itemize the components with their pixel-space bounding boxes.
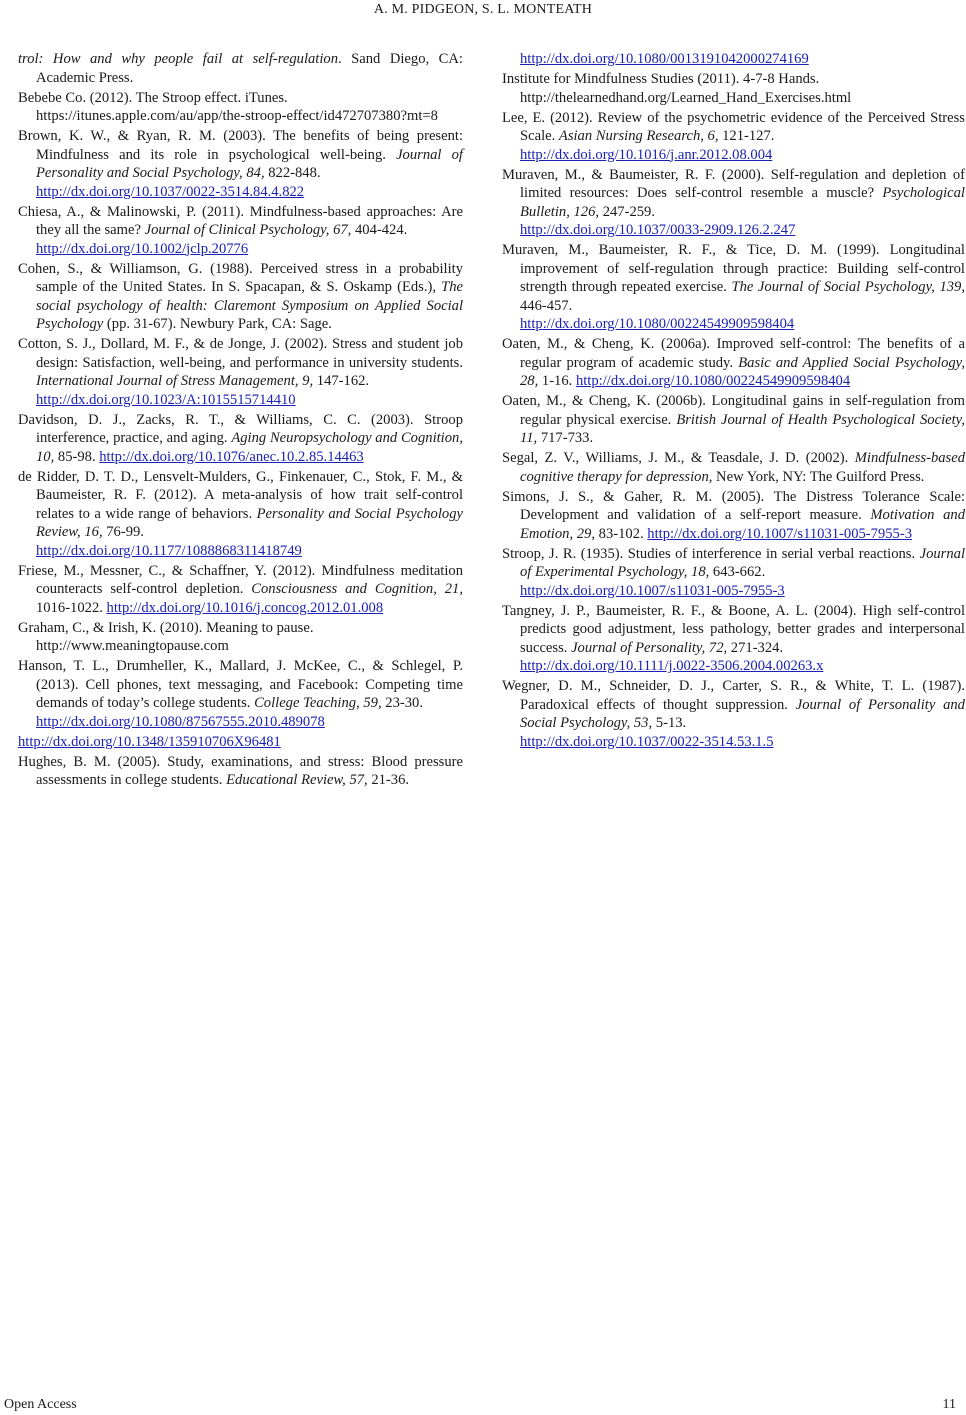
doi-link[interactable]: http://dx.doi.org/10.1080/00224549909598404 [575, 373, 851, 389]
publication-title: Mindfulness-based cognitive therapy for depression [520, 450, 965, 485]
doi-link[interactable]: http://dx.doi.org/10.1023/A:1015515714410 [36, 391, 296, 408]
reference-text: 5-13. [652, 715, 687, 731]
reference-text: (pp. 31-67). Newbury Park, CA: Sage. [103, 316, 332, 332]
reference-text: 271-324. [727, 639, 784, 656]
reference-entry [18, 657, 463, 731]
publication-title: Aging Neuropsychology and Cognition, 10, [36, 430, 463, 465]
publication-title: The Journal of Social Psychology, 139, [731, 279, 965, 295]
reference-entry [18, 203, 463, 259]
publication-title: Consciousness and Cognition, 21, [251, 581, 463, 597]
reference-text: Brown, K. W., & Ryan, R. M. (2003). The benefits of being present: Mindfulness and its role in psychological well-being. [18, 128, 463, 163]
reference-entry [18, 411, 463, 467]
reference-text: Oaten, M., & Cheng, K. (2006a). Improved self-control: The benefits of a regular program of academic study. [502, 336, 965, 371]
reference-entry [502, 109, 965, 165]
reference-entry [502, 602, 965, 676]
reference-text: Graham, C., & Irish, K. (2010). Meaning to pause. [18, 619, 314, 636]
publication-title: Journal of Clinical Psychology, 67, [144, 222, 352, 238]
reference-text: Wegner, D. M., Schneider, D. J., Carter, S. R., & White, T. L. (1987). Paradoxical effects of thought suppression. [502, 678, 965, 713]
publication-title: Motivation and Emotion, 29, [520, 507, 965, 542]
publication-title: The social psychology of health: Claremont Symposium on Applied Social Psychology [36, 279, 463, 332]
publication-title: Asian Nursing Research, 6, [558, 128, 719, 144]
doi-link[interactable]: http://dx.doi.org/10.1007/s11031-005-7955-3 [647, 525, 913, 542]
reference-text: 1-16. [538, 373, 576, 389]
publication-title: British Journal of Health Psychological Society, 11, [520, 411, 965, 446]
reference-text: Segal, Z. V., Williams, J. M., & Teasdale, J. D. (2002). [502, 450, 855, 466]
publication-title: Journal of Personality and Social Psychology, 84, [36, 146, 463, 181]
reference-text: 23-30. [381, 695, 423, 711]
reference-text: Muraven, M., Baumeister, R. F., & Tice, D. M. (1999). Longitudinal improvement of self-regulation through practice: Building self-control strength through repeated exercise. [502, 242, 965, 295]
reference-text: Simons, J. S., & Gaher, R. M. (2005). The Distress Tolerance Scale: Development and validation of a self-report measure. [502, 488, 965, 523]
reference-entry [502, 392, 965, 448]
reference-entry [502, 70, 965, 107]
reference-entry [502, 545, 965, 601]
reference-text: 83-102. [595, 525, 648, 542]
doi-link[interactable]: http://dx.doi.org/10.1111/j.0022-3506.2004.00263.x [520, 658, 824, 674]
reference-text: 717-733. [537, 430, 594, 446]
reference-text: 822-848. [264, 165, 321, 181]
reference-entry [18, 89, 463, 126]
reference-text: Davidson, D. J., Zacks, R. T., & Williams, C. C. (2003). Stroop interference, practice, and aging. [18, 411, 463, 446]
doi-link[interactable]: http://dx.doi.org/10.1080/00224549909598404 [520, 316, 795, 332]
reference-entry [18, 753, 463, 790]
reference-text: Friese, M., Messner, C., & Schaffner, Y. (2012). Mindfulness meditation counteracts self-control depletion. [18, 562, 463, 597]
doi-link[interactable]: http://dx.doi.org/10.1007/s11031-005-7955-3 [520, 582, 785, 599]
reference-text: 643-662. [709, 564, 766, 580]
doi-link[interactable]: http://dx.doi.org/10.1037/0033-2909.126.2.247 [520, 222, 796, 238]
reference-text: Lee, E. (2012). Review of the psychometric evidence of the Perceived Stress Scale. [502, 109, 965, 144]
reference-text: Oaten, M., & Cheng, K. (2006b). Longitudinal gains in self-regulation from regular physical exercise. [502, 393, 965, 428]
reference-text: Hanson, T. L., Drumheller, K., Mallard, J. McKee, C., & Schlegel, P. (2013). Cell phones, text messaging, and Facebook: Competing time demands of today’s college students. [18, 658, 463, 711]
doi-link[interactable]: http://dx.doi.org/10.1002/jclp.20776 [36, 240, 249, 257]
reference-text: . Sand Diego, CA: Academic Press. [36, 51, 463, 86]
doi-link[interactable]: http://dx.doi.org/10.1016/j.concog.2012.01.008 [106, 599, 384, 616]
reference-entry [502, 335, 965, 391]
reference-text: Cohen, S., & Williamson, G. (1988). Perceived stress in a probability sample of the United States. In S. Spacapan, & S. Oskamp (Eds.), [18, 260, 463, 295]
reference-text: Chiesa, A., & Malinowski, P. (2011). Mindfulness-based approaches: Are they all the same? [18, 203, 463, 238]
reference-url: http://thelearnedhand.org/Learned_Hand_Exercises.html [520, 89, 852, 106]
reference-entry [18, 50, 463, 87]
reference-text: 85-98. [54, 448, 100, 465]
doi-link[interactable]: http://dx.doi.org/10.1080/0013191042000274169 [520, 51, 809, 67]
reference-entry [18, 260, 463, 334]
doi-link[interactable]: http://dx.doi.org/10.1348/135910706X96481 [18, 733, 281, 750]
publication-title: College Teaching, 59, [254, 695, 382, 711]
reference-entry [502, 166, 965, 240]
reference-text: 1016-1022. [36, 599, 107, 616]
reference-url: https://itunes.apple.com/au/app/the-stroop-effect/id472707380?mt=8 [36, 108, 438, 124]
reference-text: de Ridder, D. T. D., Lensvelt-Mulders, G., Finkenauer, C., Stok, F. M., & Baumeister, R. F. (2012). A meta-analysis of how trait self-control relates to a wide range of behaviors. [18, 468, 463, 522]
doi-link[interactable]: http://dx.doi.org/10.1177/1088868311418749 [36, 542, 302, 559]
publication-title: Psychological Bulletin, 126, [520, 185, 965, 220]
reference-entry [502, 449, 965, 486]
reference-text: Cotton, S. J., Dollard, M. F., & de Jonge, J. (2002). Stress and student job design: Satisfaction, well-being, and performance in university students. [18, 336, 463, 371]
reference-text: Muraven, M., & Baumeister, R. F. (2000). Self-regulation and depletion of limited resources: Does self-control resemble a muscle? [502, 166, 965, 201]
reference-entry [502, 677, 965, 751]
doi-link[interactable]: http://dx.doi.org/10.1076/anec.10.2.85.14463 [99, 448, 364, 465]
running-head: A. M. PIDGEON, S. L. MONTEATH [373, 2, 593, 17]
publication-title: Basic and Applied Social Psychology, 28, [520, 354, 966, 389]
reference-text: 404-424. [351, 222, 408, 238]
publication-title: Educational Review, 57, [226, 772, 368, 788]
reference-text: 76-99. [102, 524, 144, 540]
reference-text: Stroop, J. R. (1935). Studies of interference in serial verbal reactions. [502, 545, 920, 562]
reference-text: , New York, NY: The Guilford Press. [708, 468, 925, 485]
reference-text: Bebebe Co. (2012). The Stroop effect. iTunes. [18, 89, 288, 106]
reference-text: 121-127. [718, 128, 775, 144]
reference-text: 147-162. [313, 373, 370, 389]
reference-text: Hughes, B. M. (2005). Study, examinations, and stress: Blood pressure assessments in college students. [18, 753, 463, 788]
page-number: 11 [942, 1397, 956, 1412]
reference-entry [18, 335, 463, 409]
publication-title: Journal of Personality, 72, [571, 639, 728, 656]
doi-link[interactable]: http://dx.doi.org/10.1080/87567555.2010.489078 [36, 713, 325, 730]
reference-entry [502, 488, 965, 544]
publication-title: Journal of Experimental Psychology, 18, [520, 545, 965, 580]
journal-footer: Open Access [4, 1397, 77, 1412]
reference-entry [18, 127, 463, 201]
publication-title: Personality and Social Psychology Review, 16, [36, 505, 463, 540]
doi-link[interactable]: http://dx.doi.org/10.1016/j.anr.2012.08.004 [520, 146, 773, 163]
publication-title: trol: How and why people fail at self-regulation [18, 51, 338, 67]
reference-entry [18, 562, 463, 618]
reference-text: 446-457. [520, 297, 573, 314]
publication-title: Journal of Personality and Social Psychology, 53, [520, 696, 965, 731]
doi-link[interactable]: http://dx.doi.org/10.1037/0022-3514.84.4.822 [36, 183, 305, 200]
reference-entry [18, 468, 463, 561]
reference-entry [18, 619, 463, 656]
reference-text: 247-259. [599, 203, 655, 220]
right-reference-column [502, 50, 965, 753]
left-reference-column [18, 50, 463, 791]
reference-entry [502, 241, 965, 334]
reference-text: 21-36. [367, 772, 410, 788]
reference-text: Tangney, J. P., Baumeister, R. F., & Boone, A. L. (2004). High self-control predicts good adjustment, less pathology, better grades and interpersonal success. [502, 602, 965, 656]
reference-text: Institute for Mindfulness Studies (2011). 4-7-8 Hands. [502, 71, 820, 87]
publication-title: International Journal of Stress Management, 9, [36, 373, 314, 389]
doi-link[interactable]: http://dx.doi.org/10.1037/0022-3514.53.1.5 [520, 733, 774, 750]
reference-url: http://www.meaningtopause.com [36, 638, 229, 654]
